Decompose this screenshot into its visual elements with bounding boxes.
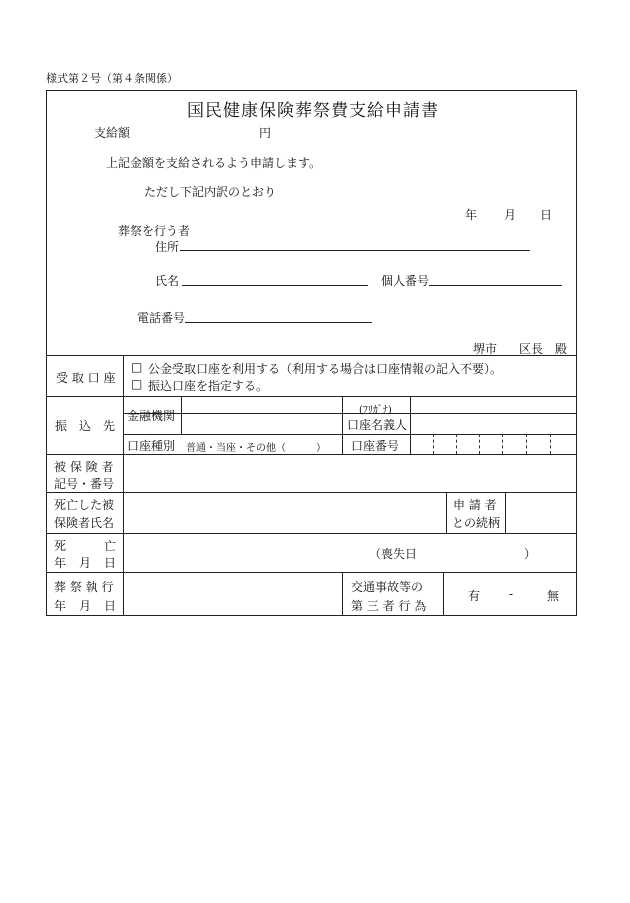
row-divider [46,492,577,493]
transfer-label: 振 込 先 [55,419,116,433]
receipt-account-label: 受 取 口 座 [56,371,116,385]
date-month-label: 月 [504,208,517,222]
row-divider [46,355,577,356]
option2-text: 振込口座を指定する。 [148,379,269,393]
name-label: 氏名 [155,274,180,288]
third-party-label-2: 第 三 者 行 為 [351,599,427,613]
death-year-label: 年 [54,556,67,570]
phone-label: 電話番号 [137,311,186,325]
account-type-options: 普通・当座・その他（ ） [186,443,326,454]
col-divider [446,492,447,533]
funeral-date-label: 葬 祭 執 行 [54,580,114,594]
deceased-name-label: 死亡した被 [54,498,115,512]
insured-number-label-2: 記号・番号 [54,477,115,491]
col-divider [342,396,343,454]
col-divider [410,396,411,454]
loss-date-close: ） [524,547,537,561]
address-label: 住所 [155,240,180,254]
yen-label: 円 [259,126,272,140]
account-type-label: 口座種別 [127,439,176,453]
personal-number-field[interactable] [429,285,562,286]
bank-label: 金融機関 [127,409,176,423]
col-divider [181,396,182,434]
form-title: 国民健康保険葬祭費支給申請書 [187,101,439,121]
honorific-label: 殿 [555,342,568,356]
account-digit-separator [550,434,551,454]
row-divider [46,533,577,534]
death-day-label: 日 [103,556,116,570]
relation-label: 申 請 者 [453,498,497,512]
deceased-name-label-2: 保険者氏名 [54,516,115,530]
col-divider [505,492,506,533]
date-day-label: 日 [540,208,553,222]
furigana-label: (ﾌﾘｶﾞﾅ) [359,405,392,416]
city-label: 堺市 [473,342,498,356]
phone-field[interactable] [185,322,372,323]
col-divider [443,572,444,616]
funeral-day-label: 日 [103,599,116,613]
funeral-date-ymd [54,597,116,614]
row-divider [123,413,577,414]
form-number: 様式第２号（第４条関係） [46,72,178,85]
death-label [54,537,116,554]
funeral-host-label: 葬祭を行う者 [118,224,191,238]
address-field[interactable] [180,250,530,251]
account-digit-separator [433,434,434,454]
ward-head-label: 区長 [519,342,544,356]
row-divider [46,454,577,455]
row-divider [46,572,577,573]
funeral-month-label: 月 [78,599,91,613]
insured-number-label: 被 保 険 者 [54,460,114,474]
account-digit-separator [456,434,457,454]
proviso-text: ただし下記内訳のとおり [144,185,277,199]
death-month-label: 月 [78,556,91,570]
option1-text: 公金受取口座を利用する（利用する場合は口座情報の記入不要）。 [148,362,503,376]
account-holder-label: 口座名義人 [347,418,408,432]
col-divider [342,572,343,616]
third-party-dash: - [509,587,514,601]
account-digit-separator [502,434,503,454]
option1-checkbox[interactable]: □ [131,360,143,374]
personal-number-label: 個人番号 [381,274,430,288]
row-divider [46,396,577,397]
account-digit-separator [479,434,480,454]
death-label-b: 亡 [103,539,116,553]
funeral-year-label: 年 [54,599,67,613]
name-field[interactable] [182,285,368,286]
third-party-no[interactable]: 無 [547,589,560,603]
amount-label: 支給額 [94,126,131,140]
death-date-label [54,554,116,571]
relation-label-2: との続柄 [452,516,501,530]
third-party-label: 交通事故等の [351,580,424,594]
loss-date-label: （喪失日 [369,547,418,561]
row-divider [123,434,577,435]
date-year-label: 年 [465,208,478,222]
option2-checkbox[interactable]: □ [131,377,143,391]
label-column-divider [123,355,124,616]
death-label-a: 死 [54,539,67,553]
account-number-label: 口座番号 [351,439,400,453]
request-text: 上記金額を支給されるよう申請します。 [106,156,322,170]
third-party-yes[interactable]: 有 [468,589,481,603]
account-digit-separator [526,434,527,454]
